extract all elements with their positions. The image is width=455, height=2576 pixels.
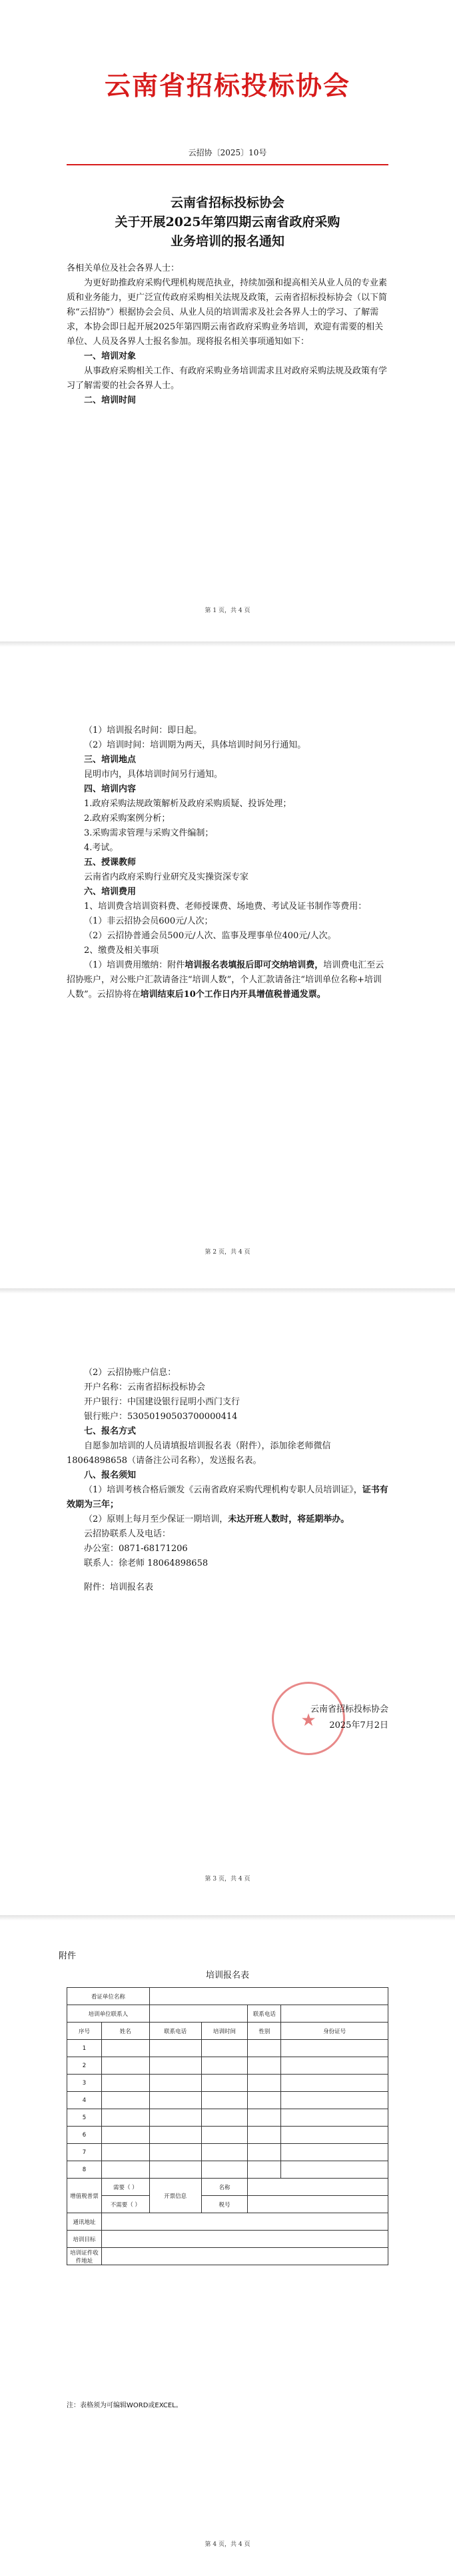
section-heading-8: 八、报名须知 (84, 1470, 137, 1480)
title-line-1: 云南省招标投标协会 (170, 195, 284, 210)
seq-cell: 3 (67, 2075, 102, 2092)
page1-body (67, 261, 388, 408)
table-header-row (67, 2023, 388, 2040)
form-field[interactable] (201, 2127, 248, 2144)
section-heading-2: 二、培训时间 (84, 395, 137, 405)
form-field[interactable] (248, 2196, 388, 2213)
target-paragraph: 从事政府采购相关工作、有政府采购业务培训需求且对政府采购法规及政策有学习了解需要的社会各界人士。 (67, 366, 388, 391)
table-row (67, 2161, 388, 2179)
form-field[interactable] (149, 2075, 201, 2092)
account-heading: （2）云招协账户信息： (84, 1368, 177, 1378)
form-row (67, 2005, 388, 2023)
form-label: 联系电话 (248, 2005, 281, 2023)
form-field[interactable] (149, 2057, 201, 2075)
notice-item (67, 1512, 388, 1527)
title-line-2: 关于开展2025年第四期云南省政府采购 (115, 215, 340, 229)
payer-label: 名称 (201, 2179, 248, 2196)
form-label: 培训单位联系人 (67, 2005, 150, 2023)
form-field[interactable] (248, 2144, 281, 2161)
section-heading-4: 四、培训内容 (84, 784, 137, 794)
form-field[interactable] (101, 2040, 149, 2057)
page-footer: 第 1 页，共 4 页 (205, 607, 250, 614)
form-field[interactable] (281, 2109, 388, 2127)
form-field[interactable] (201, 2092, 248, 2109)
seq-cell: 6 (67, 2127, 102, 2144)
signature-block (200, 1702, 388, 1734)
fee-item: 2、缴费及相关事项 (84, 946, 159, 956)
payment-text-bold: 培训结束后10个工作日内开具增值税普通发票。 (140, 990, 326, 1000)
attachment-line: 附件：培训报名表 (84, 1582, 154, 1592)
form-field[interactable] (101, 2127, 149, 2144)
fee-item: 1、培训费含培训资料费、老师授课费、场地费、考试及证书制作等费用： (84, 902, 367, 912)
col-header: 序号 (67, 2023, 102, 2040)
attachment-label: 附件 (59, 1951, 77, 1961)
contact-title: 云招协联系人及电话： (84, 1529, 171, 1539)
org-header: 云南省招标投标协会 (104, 71, 350, 101)
seq-cell: 8 (67, 2161, 102, 2179)
page-3 (0, 1294, 455, 1914)
contact-person: 联系人：徐老师 18064898658 (84, 1558, 209, 1568)
form-field[interactable] (248, 2057, 281, 2075)
form-field[interactable] (248, 2092, 281, 2109)
form-label: 通讯地址 (67, 2213, 102, 2231)
table-row (67, 2057, 388, 2075)
train-time: （2）培训时间：培训期为两天，具体培训时间另行通知。 (84, 740, 306, 750)
seq-cell: 5 (67, 2109, 102, 2127)
table-row (67, 2231, 388, 2248)
table-row (67, 2092, 388, 2109)
account-name: 开户名称：云南省招标投标协会 (84, 1382, 206, 1392)
form-field[interactable] (101, 2144, 149, 2161)
col-header: 培训时间 (201, 2023, 248, 2040)
section-heading-5: 五、授课教师 (84, 858, 137, 868)
table-row (67, 2109, 388, 2127)
page-1 (0, 0, 455, 640)
tax-label: 税号 (201, 2196, 248, 2213)
seal-star-icon: ★ (300, 1710, 316, 1730)
notice-title (0, 193, 455, 251)
form-row (67, 1988, 388, 2005)
form-field[interactable] (201, 2075, 248, 2092)
table-row (67, 2127, 388, 2144)
content-item: 2.政府采购案例分析； (84, 814, 171, 824)
table-row (67, 2040, 388, 2057)
page-2 (0, 647, 455, 1287)
form-field[interactable] (101, 2161, 149, 2179)
form-field[interactable] (101, 2057, 149, 2075)
form-title: 培训报名表 (205, 1971, 249, 1981)
no-need-option[interactable]: 不需要（ ） (101, 2196, 149, 2213)
col-header: 联系电话 (149, 2023, 201, 2040)
section-heading-7: 七、报名方式 (84, 1426, 137, 1436)
form-field[interactable] (248, 2127, 281, 2144)
col-header: 性别 (248, 2023, 281, 2040)
page-footer: 第 2 页，共 4 页 (205, 1249, 250, 1256)
header-rule (67, 164, 388, 165)
fee-item: （2）云招协普通会员500元/人次、监事及理事单位400元/人次。 (84, 931, 336, 941)
invoice-row (67, 2196, 388, 2213)
notice-text: （2）原则上每月至少保证一期培训， (84, 1514, 228, 1524)
form-field[interactable] (201, 2161, 248, 2179)
notice-text: （1）培训考核合格后颁发《云南省政府采购代理机构专职人员培训证》， (84, 1485, 362, 1495)
page3-body (67, 1366, 388, 1595)
form-field[interactable] (149, 1988, 388, 2005)
account-bank: 开户银行：中国建设银行昆明小西门支行 (84, 1397, 240, 1407)
content-item: 1.政府采购法规政策解析及政府采购质疑、投诉处理； (84, 799, 292, 809)
form-field[interactable] (101, 2092, 149, 2109)
page2-body (67, 724, 388, 1002)
page-separator (0, 1915, 455, 1920)
title-line-3: 业务培训的报名通知 (170, 234, 284, 249)
salutation: 各相关单位及社会各界人士： (67, 263, 180, 273)
table-row (67, 2213, 388, 2231)
seq-cell: 4 (67, 2092, 102, 2109)
form-label: 培训目标 (67, 2231, 102, 2248)
page-separator (0, 641, 455, 647)
form-label: 培训证件收件地址 (67, 2248, 102, 2265)
form-field[interactable] (149, 2092, 201, 2109)
table-row (67, 2144, 388, 2161)
form-field[interactable] (281, 2057, 388, 2075)
form-field[interactable] (101, 2075, 149, 2092)
form-field[interactable] (149, 2144, 201, 2161)
form-field[interactable] (101, 2109, 149, 2127)
form-field[interactable] (201, 2109, 248, 2127)
content-item: 4.考试。 (84, 843, 119, 853)
seq-cell: 7 (67, 2144, 102, 2161)
registration-form (67, 1987, 388, 2265)
seq-cell: 2 (67, 2057, 102, 2075)
vat-label: 增值税普票 (67, 2179, 102, 2213)
col-header: 姓名 (101, 2023, 149, 2040)
payment-text: （1）培训费用缴纳：附件 (84, 960, 185, 970)
payment-text: 培训费电汇至云招协账户，对公账户汇款请备注“培训人数”，个人汇款请备注“培训单位名称+培训人数”。云招协将在 (67, 960, 384, 1000)
notice-text-bold: 未达开班人数时，将延期举办。 (228, 1514, 350, 1524)
notice-item (67, 1483, 388, 1512)
form-field[interactable] (101, 2213, 388, 2231)
section-heading-1: 一、培训对象 (84, 351, 137, 361)
form-field[interactable] (101, 2248, 388, 2265)
invoice-head-label: 开票信息 (149, 2179, 201, 2213)
need-option[interactable]: 需要（ ） (101, 2179, 149, 2196)
form-field[interactable] (281, 2092, 388, 2109)
form-field[interactable] (201, 2144, 248, 2161)
form-field[interactable] (248, 2109, 281, 2127)
section-heading-3: 三、培训地点 (84, 755, 137, 765)
notice-text-bold: 证书有效期为三年； (67, 1485, 388, 1510)
form-field[interactable] (248, 2040, 281, 2057)
form-field[interactable] (248, 2161, 281, 2179)
office-phone: 办公室：0871-68171206 (84, 1544, 188, 1554)
seq-cell: 1 (67, 2040, 102, 2057)
invoice-row (67, 2179, 388, 2196)
page-footer: 第 3 页，共 4 页 (205, 1876, 250, 1882)
form-field[interactable] (149, 2109, 201, 2127)
form-field[interactable] (281, 2127, 388, 2144)
form-field[interactable] (248, 2179, 388, 2196)
payment-paragraph (67, 958, 388, 1002)
content-item: 3.采购需求管理与采购文件编制； (84, 828, 214, 838)
form-field[interactable] (149, 2040, 201, 2057)
form-field[interactable] (281, 2075, 388, 2092)
reg-time: （1）培训报名时间：即日起。 (84, 726, 203, 736)
sign-org: 云南省招标投标协会 (310, 1704, 388, 1714)
section-heading-6: 六、培训费用 (84, 887, 137, 897)
sign-date: 2025年7月2日 (329, 1720, 388, 1730)
payment-text-bold: 培训报名表填报后即可交纳培训费， (185, 960, 324, 970)
form-field[interactable] (201, 2057, 248, 2075)
col-header: 身份证号 (281, 2023, 388, 2040)
form-field[interactable] (281, 2040, 388, 2057)
page-footer: 第 4 页，共 4 页 (205, 2541, 250, 2548)
teacher-text: 云南省内政府采购行业研究及实操资深专家 (84, 872, 249, 882)
form-field[interactable] (281, 2005, 388, 2023)
signup-method: 自愿参加培训的人员请填报培训报名表（附件），添加徐老师微信18064898658（请备注公司名称），发送报名表。 (67, 1441, 331, 1466)
form-field[interactable] (281, 2144, 388, 2161)
table-row (67, 2248, 388, 2265)
form-field[interactable] (149, 2005, 248, 2023)
fee-item: （1）非云招协会员600元/人次； (84, 916, 213, 926)
form-field[interactable] (201, 2040, 248, 2057)
doc-number: 云招协〔2025〕10号 (188, 148, 267, 157)
account-number: 银行账户：53050190503700000414 (84, 1412, 238, 1422)
intro-paragraph: 为更好助推政府采购代理机构规范执业，持续加强和提高相关从业人员的专业素质和业务能力，更广泛宣传政府采购相关法规及政策，云南省招标投标协会（以下简称“云招协”）根据协会会员、从业人员的培训需求及社会各界人士的学习、了解需求，本协会即日起开展2025年第四期云南省政府采购业务培训，欢迎有需要的相关单位、人员及各界人士报名参加。现将报名相关事项通知如下： (67, 278, 388, 347)
page-separator (0, 1288, 455, 1294)
form-field[interactable] (149, 2161, 201, 2179)
form-label: 看证单位名称 (67, 1988, 150, 2005)
form-note: 注：表格须为可编辑WORD或EXCEL。 (67, 2402, 183, 2409)
table-row (67, 2075, 388, 2092)
form-field[interactable] (101, 2231, 388, 2248)
form-field[interactable] (281, 2161, 388, 2179)
form-field[interactable] (149, 2127, 201, 2144)
location-text: 昆明市内，具体培训时间另行通知。 (84, 770, 223, 780)
form-field[interactable] (248, 2075, 281, 2092)
